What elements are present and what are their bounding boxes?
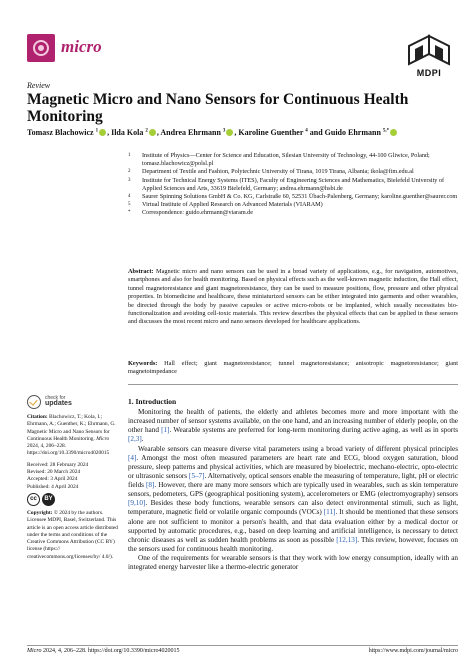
- paragraph: [128, 408, 458, 445]
- article-sidebar: [27, 414, 122, 565]
- author-separator: ,: [234, 128, 237, 137]
- author-name: Guido Ehrmann: [324, 128, 381, 137]
- keywords-label: Keywords:: [128, 360, 158, 367]
- section-heading: 1. Introduction: [128, 397, 177, 406]
- affiliation-number: 4: [128, 194, 131, 200]
- abstract: [128, 268, 458, 327]
- affiliation-item: [128, 193, 458, 201]
- paragraph-text: . However, there are many more sensors which are typically used in wearables, such as skin temperature sensors, pedometers, GPS (geographical positioning system), accelerometers or EMG (electromyography) sensors: [128, 481, 458, 499]
- affiliation-item: [128, 168, 458, 176]
- paragraph-text: .: [141, 435, 144, 444]
- keywords: [128, 360, 458, 377]
- footer-journal: Micro: [27, 648, 42, 654]
- copyright-label: Copyright:: [27, 509, 53, 516]
- author-name: Tomasz Blachowicz: [27, 128, 94, 137]
- affiliation-text: Department of Textile and Fashion, Polytechnic University of Tirana, 1019 Tirana, Albania; ikola@fim.edu.al: [142, 168, 414, 176]
- author-separator: and: [307, 128, 323, 137]
- affiliation-item: [128, 152, 458, 168]
- cc-icon: cc: [27, 493, 40, 506]
- affiliation-text: Institute of Physics—Center for Science and Education, Silesian University of Technology, 44-100 Gliwice, Poland; tomasz.blachowicz@polsl.pl: [142, 152, 430, 168]
- author-affiliation-number: 3: [222, 128, 226, 134]
- affiliation-item: [128, 201, 458, 209]
- citation: [27, 414, 122, 458]
- publisher-name: MDPI: [416, 68, 442, 78]
- divider: [128, 384, 458, 385]
- paragraph: [128, 445, 458, 555]
- affiliation-number: 2: [128, 169, 131, 175]
- section-body: [128, 408, 458, 572]
- keywords-text: Hall effect; giant magnetoresistance; tunnel magnetoresistance; anisotropic magnetoresistance; giant magnetoimpedance: [128, 360, 458, 376]
- author-name: Ilda Kola: [111, 128, 144, 137]
- reference-link[interactable]: [11]: [323, 508, 336, 517]
- check-for-updates-button[interactable]: [27, 395, 97, 409]
- copyright-text: © 2024 by the authors. Licensee MDPI, Basel, Switzerland. This article is an open access article distributed under the terms and conditions of the Creative Commons Attribution (CC BY) license (https:// creativecommons.org/licenses/by/ 4.0/).: [27, 509, 119, 560]
- paragraph-text: . Wearable systems are preferred for long-term monitoring during active aging, as well as in sports: [169, 426, 458, 435]
- check-updates-line2: updates: [45, 400, 72, 407]
- orcid-icon[interactable]: [226, 129, 233, 136]
- author-separator: ,: [156, 128, 159, 137]
- check-updates-line1: check for: [45, 395, 66, 401]
- paragraph-text: Wearable sensors can measure diverse vital parameters using a broad variety of different physical principles: [138, 444, 458, 453]
- footer-journal-link[interactable]: https://www.mdpi.com/journal/micro: [368, 648, 458, 654]
- received-date: Received: 28 February 2024: [27, 461, 89, 468]
- affiliation-item: [128, 177, 458, 193]
- citation-doi-link[interactable]: 2024, 4, 206–228. https://doi.org/10.3390/micro4020015: [27, 443, 110, 457]
- reference-link[interactable]: [9,10]: [128, 499, 146, 508]
- paragraph-text: . This review, however, focuses on the sensors used for continuous health monitoring.: [128, 535, 458, 553]
- affiliation-number: *: [128, 210, 131, 216]
- reference-link[interactable]: [8]: [146, 481, 155, 489]
- journal-name: micro: [61, 37, 102, 56]
- accepted-date: Accepted: 3 April 2024: [27, 476, 78, 483]
- published-date: Published: 4 April 2024: [27, 483, 79, 490]
- affiliation-text: Saurer Spinning Solutions GmbH & Co. KG, Carlstraße 60, 52531 Übach-Palenberg, Germany; karoline.guenther@saurer.com: [142, 193, 458, 201]
- reference-link[interactable]: [12,13]: [336, 535, 358, 544]
- paragraph-text: . Alternatively, optical sensors enable the measuring of temperature, light, pH or electric fields: [128, 471, 459, 489]
- author-affiliation-number: 4: [305, 128, 308, 134]
- author-affiliation-number: 1: [95, 128, 99, 134]
- orcid-icon[interactable]: [390, 129, 397, 136]
- paragraph-text: . It should be mentioned that these sensors alone are not sufficient to monitor a person's health, and that data evaluation either by a medical doctor or supported by automatic procedures, e.g., based on deep learning and artificial intelligence, is necessary to detect chronic diseases as well as sudden health problems as soon as possible: [128, 508, 458, 544]
- footer-divider: [27, 645, 458, 646]
- author-name: Andrea Ehrmann: [160, 128, 221, 137]
- cc-by-license-icon[interactable]: [27, 493, 122, 506]
- reference-link[interactable]: [4]: [128, 453, 137, 462]
- reference-link[interactable]: [1]: [161, 426, 170, 435]
- paragraph-text: Monitoring the health of patients, the elderly and athletes becomes more and more important with the increased number of sensor systems available, on the one hand, and an increasing number of elderly people, on the other hand: [128, 408, 458, 435]
- by-icon: BY: [42, 493, 55, 506]
- paragraph-text: . Amongst the most often measured parameters are heart rate and ECG, blood oxygen saturation, blood pressure, sleep patterns and physical activities, which are measured by bioelectric, mechano-electric, opto-electric or ultrasonic sensors: [128, 453, 458, 480]
- affiliation-text: Correspondence: guido.ehrmann@viaram.de: [142, 209, 254, 217]
- orcid-icon[interactable]: [149, 129, 156, 136]
- footer-doi-link[interactable]: 2024, 4, 206–228. https://doi.org/10.3390/micro4020015: [42, 648, 180, 654]
- footer-citation: [27, 648, 180, 654]
- paragraph: [128, 554, 458, 572]
- check-updates-icon: [27, 395, 41, 409]
- affiliation-number: 1: [128, 153, 131, 158]
- revised-date: Revised: 20 March 2024: [27, 469, 81, 476]
- affiliation-number: 3: [128, 177, 131, 183]
- author-list: [27, 128, 467, 137]
- citation-text: Blachowicz, T.; Kola, I.; Ehrmann, A.; Guenther, K.; Ehrmann, G. Magnetic Micro and Nano Sensors for Continuous Health Monitoring.: [27, 414, 116, 442]
- affiliation-item: [128, 209, 458, 217]
- author-affiliation-number: 2: [145, 128, 148, 134]
- paper-title: Magnetic Micro and Nano Sensors for Continuous Health Monitoring: [27, 91, 409, 125]
- citation-journal: Micro: [96, 435, 110, 442]
- paragraph-text: One of the requirements for wearable sensors is that they work with low energy consumption, ideally with an integrated energy harvester like a thermo-electric generator: [128, 554, 458, 572]
- affiliations: [128, 152, 458, 218]
- affiliation-text: Virtual Institute of Applied Research on Advanced Materials (VIARAM): [142, 201, 323, 209]
- copyright: [27, 510, 122, 561]
- orcid-icon[interactable]: [99, 129, 106, 136]
- article-type: Review: [27, 81, 51, 90]
- author-affiliation-number: 5,*: [382, 128, 390, 134]
- reference-link[interactable]: [5–7]: [188, 471, 205, 480]
- abstract-label: Abstract:: [128, 268, 154, 275]
- author-name: Karoline Guenther: [238, 128, 304, 137]
- citation-label: Citation:: [27, 414, 48, 420]
- paragraph-text: . Besides these body functions, wearable sensors can also detect environmental stimuli, such as light, temperature, magnetic field or volatile organic compounds (VOCs): [128, 499, 458, 517]
- affiliation-text: Institute for Technical Energy Systems (ITES), Faculty of Engineering Sciences and Mathematics, Bielefeld University of Applied Sciences and Arts, 33619 Bielefeld, Germany; andrea.ehrmann@hsbi.de: [142, 176, 445, 192]
- journal-logo-icon: [27, 34, 55, 62]
- abstract-text: Magnetic micro and nano sensors can be used in a broad variety of applications, e.g., for navigation, automotives, smartphones and also for health monitoring. Based on physical effects such as the well-known magnetic induction, the Hall effect, tunnel magnetoresistance and giant magnetoresistance, they can be used to measure positions, flow, pressure and other physical properties. In biomedicine and healthcare, these miniaturized sensors can be either integrated into garments and other wearables, be directed through the body by passive capsules or active micro-robots or be implanted, which usually necessitates bio-functionalization and avoiding cell-toxic materials. This review describes the physical effects that can be applied in these sensors and discusses the most recent micro and nano sensors developed for healthcare applications.: [128, 268, 458, 326]
- mdpi-logo-icon: [405, 34, 453, 68]
- author-separator: ,: [107, 128, 110, 137]
- reference-link[interactable]: [2,3]: [128, 435, 142, 444]
- affiliation-number: 5: [128, 202, 131, 208]
